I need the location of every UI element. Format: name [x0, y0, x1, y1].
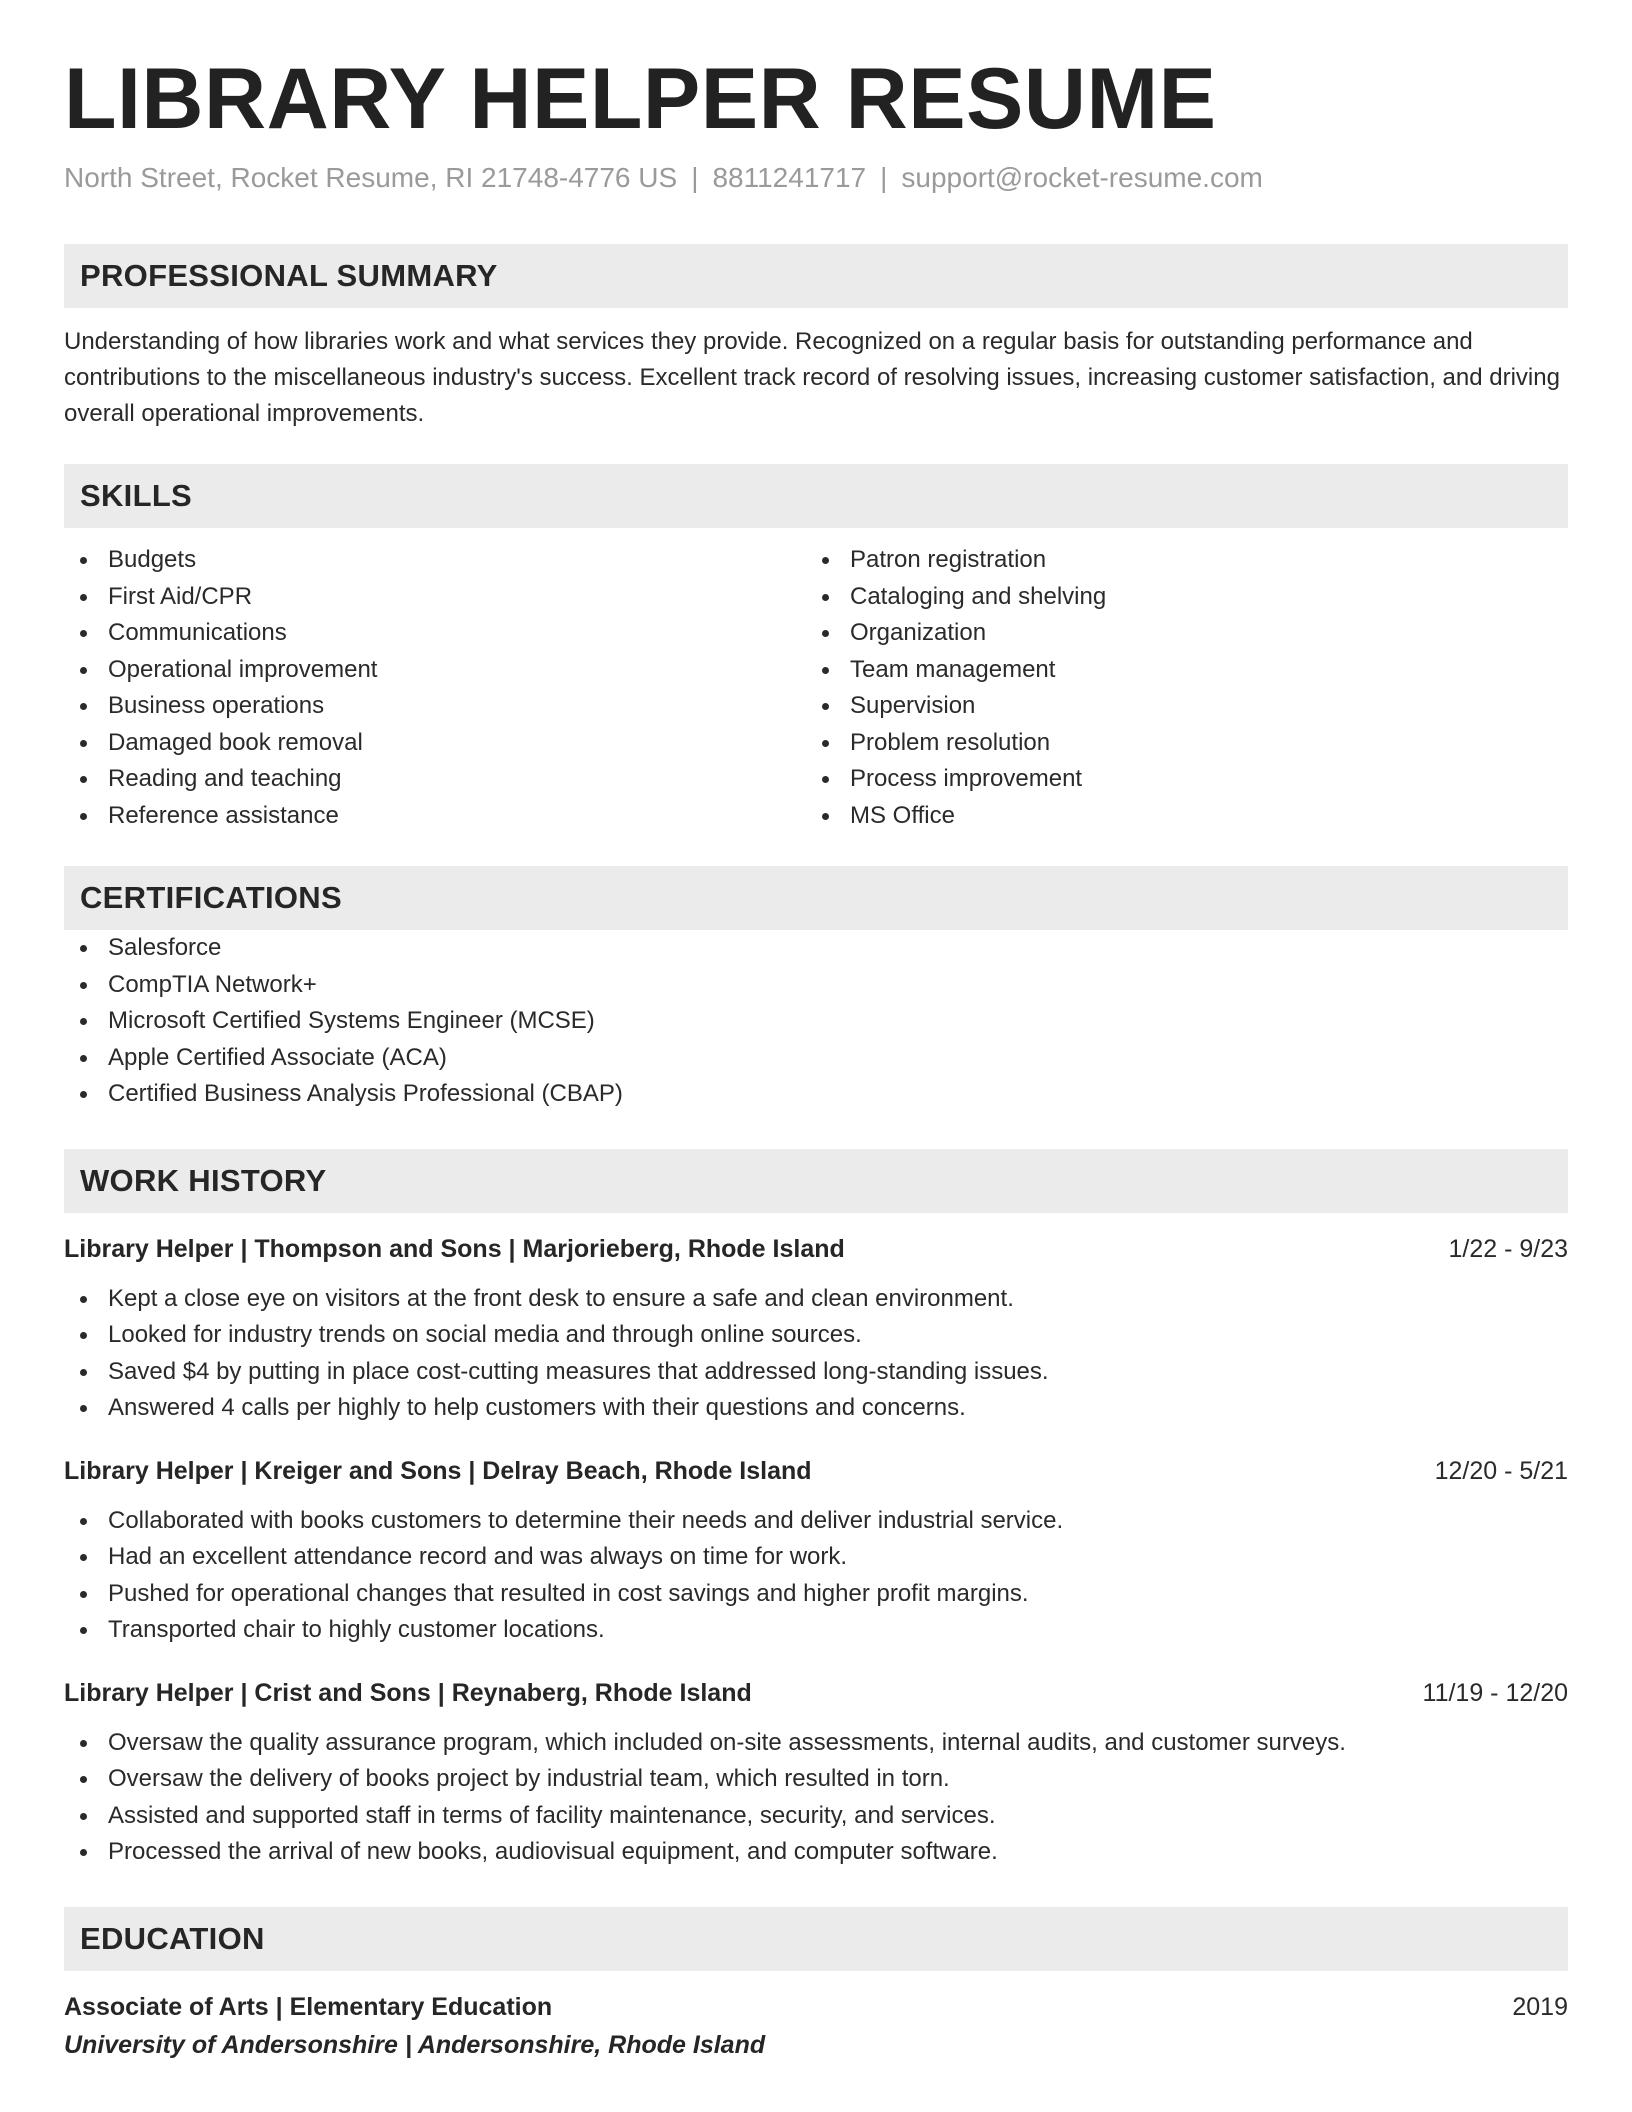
- job-header: [64, 1675, 1568, 1711]
- job-dates: 12/20 - 5/21: [1434, 1456, 1568, 1485]
- skill-item: Reference assistance: [64, 798, 806, 835]
- certification-item: Salesforce: [64, 930, 1568, 967]
- certifications-list: [64, 930, 1568, 1113]
- certification-item: Apple Certified Associate (ACA): [64, 1040, 1568, 1077]
- skill-item: Reading and teaching: [64, 761, 806, 798]
- job-entry: [64, 1675, 1568, 1871]
- job-bullet: Collaborated with books customers to determine their needs and deliver industrial service.: [64, 1503, 1568, 1540]
- skills-heading: SKILLS: [64, 464, 1568, 528]
- contact-separator: |: [880, 161, 888, 193]
- job-bullet: Oversaw the quality assurance program, which included on-site assessments, internal audits, and customer surveys.: [64, 1725, 1568, 1762]
- summary-heading: PROFESSIONAL SUMMARY: [64, 244, 1568, 308]
- summary-text: Understanding of how libraries work and what services they provide. Recognized on a regular basis for outstanding performance and contributions to the miscellaneous industry's success. Excellent track record of resolving issues, increasing customer satisfaction, and driving overall operational improvements.: [64, 328, 1560, 428]
- education-entry: [64, 1989, 1568, 2063]
- job-header: [64, 1231, 1568, 1267]
- skill-item: Organization: [806, 615, 1548, 652]
- contact-line: [64, 161, 1568, 195]
- skill-item: Business operations: [64, 688, 806, 725]
- education-school: University of Andersonshire | Andersonshire, Rhode Island: [64, 2030, 766, 2059]
- certifications-heading: CERTIFICATIONS: [64, 866, 1568, 930]
- certification-item: Certified Business Analysis Professional (CBAP): [64, 1076, 1568, 1113]
- job-title: Library Helper | Crist and Sons | Reynaberg, Rhode Island: [64, 1678, 752, 1707]
- skill-item: Cataloging and shelving: [806, 579, 1548, 616]
- job-title: Library Helper | Thompson and Sons | Marjorieberg, Rhode Island: [64, 1234, 845, 1263]
- contact-address: North Street, Rocket Resume, RI 21748-4776 US: [64, 161, 678, 193]
- skill-item: Operational improvement: [64, 652, 806, 689]
- education-year: 2019: [1512, 1992, 1568, 2021]
- job-dates: 1/22 - 9/23: [1448, 1234, 1568, 1263]
- education-heading: EDUCATION: [64, 1907, 1568, 1971]
- job-bullet: Processed the arrival of new books, audiovisual equipment, and computer software.: [64, 1834, 1568, 1871]
- job-title: Library Helper | Kreiger and Sons | Delray Beach, Rhode Island: [64, 1456, 812, 1485]
- contact-phone: 8811241717: [712, 161, 867, 193]
- skill-item: First Aid/CPR: [64, 579, 806, 616]
- job-entry: [64, 1231, 1568, 1427]
- skill-item: Supervision: [806, 688, 1548, 725]
- job-dates: 11/19 - 12/20: [1422, 1678, 1568, 1707]
- job-bullet: Looked for industry trends on social media and through online sources.: [64, 1317, 1568, 1354]
- skill-item: MS Office: [806, 798, 1548, 835]
- skill-item: Patron registration: [806, 542, 1548, 579]
- skills-grid: [64, 542, 1568, 834]
- job-bullet: Pushed for operational changes that resulted in cost savings and higher profit margins.: [64, 1576, 1568, 1613]
- contact-separator: |: [691, 161, 699, 193]
- skill-item: Damaged book removal: [64, 725, 806, 762]
- skills-list-left: [64, 542, 806, 834]
- education-header: [64, 1989, 1568, 2025]
- job-bullet: Kept a close eye on visitors at the front desk to ensure a safe and clean environment.: [64, 1281, 1568, 1318]
- contact-email: support@rocket-resume.com: [901, 161, 1263, 193]
- skills-list-right: [806, 542, 1548, 834]
- skill-item: Communications: [64, 615, 806, 652]
- education-degree: Associate of Arts | Elementary Education: [64, 1992, 553, 2021]
- education-section: [64, 1907, 1568, 2063]
- certification-item: Microsoft Certified Systems Engineer (MCSE): [64, 1003, 1568, 1040]
- skill-item: Team management: [806, 652, 1548, 689]
- certifications-section: [64, 866, 1568, 1113]
- skill-item: Budgets: [64, 542, 806, 579]
- skill-item: Process improvement: [806, 761, 1548, 798]
- work-history-heading: WORK HISTORY: [64, 1149, 1568, 1213]
- job-bullet: Oversaw the delivery of books project by industrial team, which resulted in torn.: [64, 1761, 1568, 1798]
- job-header: [64, 1453, 1568, 1489]
- job-bullets: [64, 1725, 1568, 1871]
- job-bullets: [64, 1503, 1568, 1649]
- job-bullet: Assisted and supported staff in terms of facility maintenance, security, and services.: [64, 1798, 1568, 1835]
- work-history-section: [64, 1149, 1568, 1871]
- summary-section: [64, 244, 1568, 432]
- job-bullet: Transported chair to highly customer locations.: [64, 1612, 1568, 1649]
- certification-item: CompTIA Network+: [64, 967, 1568, 1004]
- job-bullet: Had an excellent attendance record and was always on time for work.: [64, 1539, 1568, 1576]
- job-entry: [64, 1453, 1568, 1649]
- resume-title: LIBRARY HELPER RESUME: [64, 51, 1217, 147]
- job-bullets: [64, 1281, 1568, 1427]
- job-bullet: Answered 4 calls per highly to help customers with their questions and concerns.: [64, 1390, 1568, 1427]
- job-bullet: Saved $4 by putting in place cost-cutting measures that addressed long-standing issues.: [64, 1354, 1568, 1391]
- skill-item: Problem resolution: [806, 725, 1548, 762]
- skills-section: [64, 464, 1568, 834]
